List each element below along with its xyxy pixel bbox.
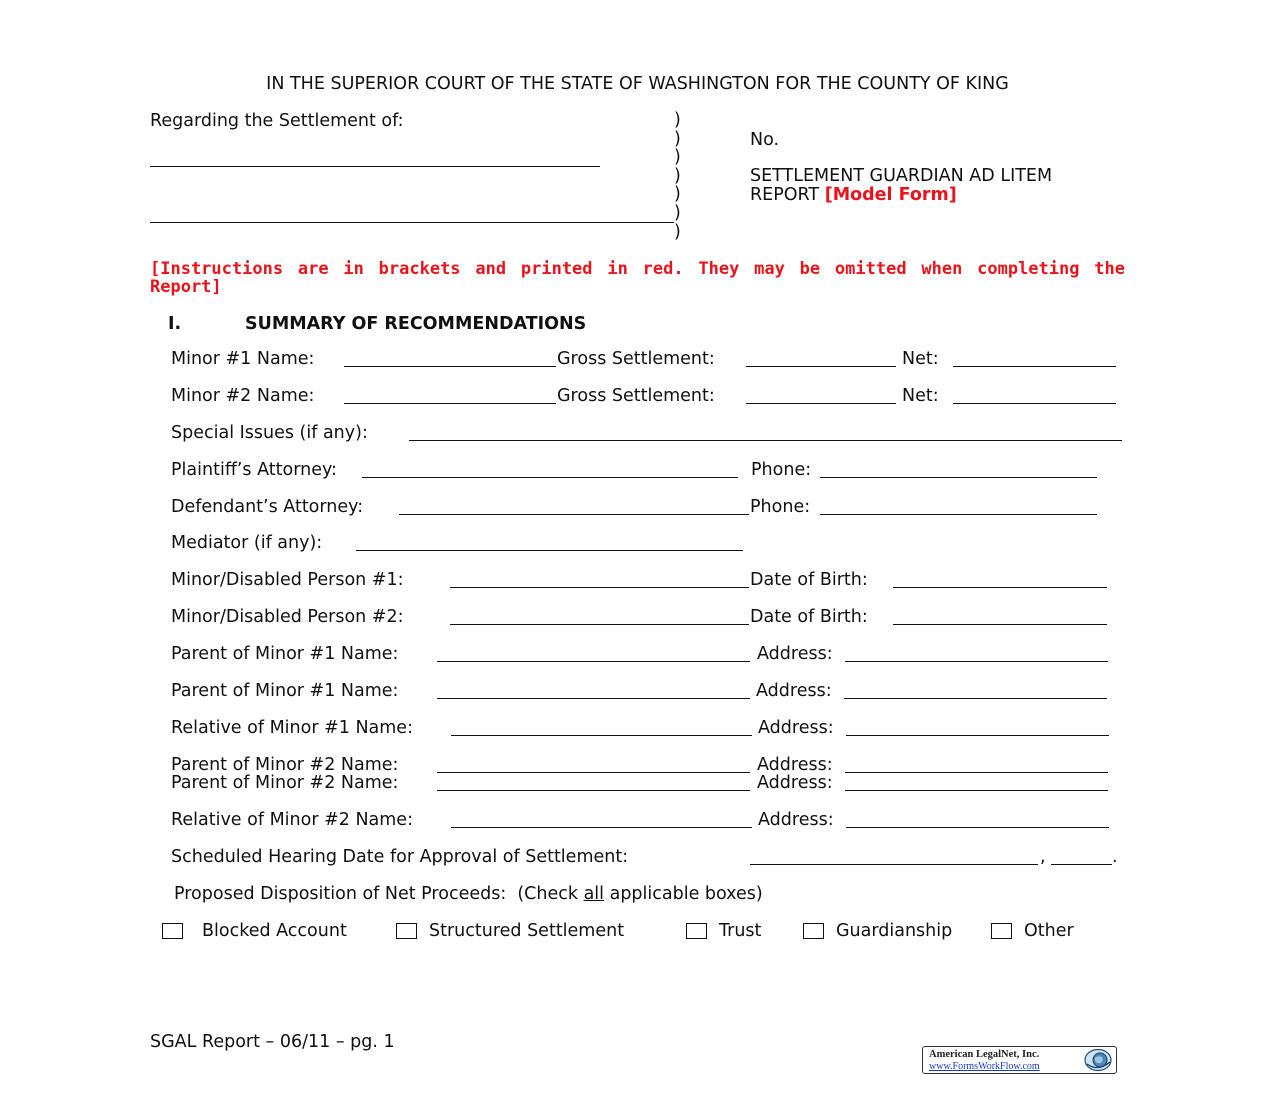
parent-minor2-address-label: Address: bbox=[757, 755, 833, 775]
american-legalnet-logo[interactable] bbox=[922, 1046, 1117, 1074]
defendant-phone-field[interactable] bbox=[820, 514, 1097, 515]
plaintiff-phone-label: Phone: bbox=[751, 460, 812, 480]
disposition-suffix: applicable boxes) bbox=[604, 884, 763, 904]
plaintiff-attorney-field[interactable] bbox=[362, 477, 738, 478]
relative-minor1-label: Relative of Minor #1 Name: bbox=[171, 718, 413, 738]
disabled-person2-field[interactable] bbox=[450, 624, 749, 625]
relative-minor1-field[interactable] bbox=[451, 735, 752, 736]
minor2-gross-label: Gross Settlement: bbox=[557, 386, 715, 406]
other-label: Other bbox=[1024, 921, 1074, 941]
defendant-phone-label: Phone: bbox=[750, 497, 811, 517]
disposition-prefix: Proposed Disposition of Net Proceeds: (Check bbox=[174, 884, 584, 904]
minor2-gross-field[interactable] bbox=[746, 403, 896, 404]
defendant-attorney-label: Defendant’s Attorney: bbox=[171, 497, 364, 517]
dob1-field[interactable] bbox=[893, 587, 1107, 588]
minor1-gross-field[interactable] bbox=[746, 366, 896, 367]
minor2-name-label: Minor #2 Name: bbox=[171, 386, 315, 406]
section-number: I. bbox=[168, 314, 182, 334]
disabled-person2-label: Minor/Disabled Person #2: bbox=[171, 607, 404, 627]
parent-minor2-label: Parent of Minor #2 Name: bbox=[171, 755, 399, 775]
caption-paren-1: ) bbox=[674, 110, 681, 130]
case-number-label: No. bbox=[750, 130, 780, 150]
parent-minor1-field[interactable] bbox=[437, 661, 750, 662]
disabled-person1-label: Minor/Disabled Person #1: bbox=[171, 570, 404, 590]
mediator-label: Mediator (if any): bbox=[171, 533, 323, 553]
logo-url[interactable]: www.FormsWorkFlow.com bbox=[929, 1061, 1040, 1072]
parent-minor2b-address-label: Address: bbox=[757, 773, 833, 793]
relative-minor2-address-field[interactable] bbox=[846, 827, 1109, 828]
parent-minor1b-address-label: Address: bbox=[756, 681, 832, 701]
hearing-date-period: . bbox=[1112, 847, 1118, 867]
special-issues-label: Special Issues (if any): bbox=[171, 423, 368, 443]
hearing-date-comma: , bbox=[1040, 847, 1046, 867]
doc-title-line1: SETTLEMENT GUARDIAN AD LITEM bbox=[750, 166, 1053, 186]
disabled-person1-field[interactable] bbox=[450, 587, 749, 588]
page-footer-label: SGAL Report – 06/11 – pg. 1 bbox=[150, 1032, 395, 1052]
hearing-date-label: Scheduled Hearing Date for Approval of Settlement: bbox=[171, 847, 629, 867]
caption-paren-3: ) bbox=[674, 147, 681, 167]
minor1-name-field[interactable] bbox=[344, 366, 556, 367]
structured-settlement-checkbox[interactable] bbox=[396, 923, 417, 939]
party-name-line-1[interactable] bbox=[150, 166, 600, 167]
dob2-field[interactable] bbox=[893, 624, 1107, 625]
caption-paren-2: ) bbox=[674, 129, 681, 149]
relative-minor2-address-label: Address: bbox=[758, 810, 834, 830]
minor2-net-field[interactable] bbox=[953, 403, 1116, 404]
guardianship-label: Guardianship bbox=[836, 921, 953, 941]
caption-paren-6: ) bbox=[674, 203, 681, 223]
dob2-label: Date of Birth: bbox=[750, 607, 868, 627]
minor1-net-field[interactable] bbox=[953, 366, 1116, 367]
caption-paren-5: ) bbox=[674, 184, 681, 204]
parent-minor1-label: Parent of Minor #1 Name: bbox=[171, 644, 399, 664]
minor1-name-label: Minor #1 Name: bbox=[171, 349, 315, 369]
parent-minor1b-label: Parent of Minor #1 Name: bbox=[171, 681, 399, 701]
globe-icon bbox=[1083, 1048, 1113, 1072]
relative-minor1-address-field[interactable] bbox=[846, 735, 1109, 736]
party-name-line-2[interactable] bbox=[150, 222, 674, 223]
caption-paren-7: ) bbox=[674, 222, 681, 242]
caption-paren-4: ) bbox=[674, 166, 681, 186]
section-title: SUMMARY OF RECOMMENDATIONS bbox=[245, 314, 587, 334]
special-issues-field[interactable] bbox=[409, 440, 1122, 441]
minor1-gross-label: Gross Settlement: bbox=[557, 349, 715, 369]
dob1-label: Date of Birth: bbox=[750, 570, 868, 590]
relative-minor2-field[interactable] bbox=[451, 827, 752, 828]
parent-minor2-field[interactable] bbox=[437, 772, 750, 773]
blocked-account-checkbox[interactable] bbox=[162, 923, 183, 939]
court-title: IN THE SUPERIOR COURT OF THE STATE OF WASHINGTON FOR THE COUNTY OF KING bbox=[266, 74, 1009, 94]
guardianship-checkbox[interactable] bbox=[803, 923, 824, 939]
mediator-field[interactable] bbox=[356, 550, 743, 551]
regarding-label: Regarding the Settlement of: bbox=[150, 111, 404, 131]
model-form-tag: [Model Form] bbox=[824, 185, 957, 205]
blocked-account-label: Blocked Account bbox=[202, 921, 347, 941]
parent-minor1-address-label: Address: bbox=[757, 644, 833, 664]
hearing-year-field[interactable] bbox=[1051, 864, 1112, 865]
parent-minor2-address-field[interactable] bbox=[845, 772, 1108, 773]
minor1-net-label: Net: bbox=[902, 349, 939, 369]
parent-minor2b-field[interactable] bbox=[437, 790, 750, 791]
instructions-note: [Instructions are in brackets and printed in red. They may be omitted when completing the Report] bbox=[150, 259, 1125, 297]
disposition-label bbox=[174, 884, 763, 904]
parent-minor2b-address-field[interactable] bbox=[845, 790, 1108, 791]
plaintiff-attorney-label: Plaintiff’s Attorney: bbox=[171, 460, 337, 480]
parent-minor2b-label: Parent of Minor #2 Name: bbox=[171, 773, 399, 793]
minor2-name-field[interactable] bbox=[344, 403, 556, 404]
other-checkbox[interactable] bbox=[991, 923, 1012, 939]
logo-company-name: American LegalNet, Inc. bbox=[929, 1049, 1040, 1060]
doc-title-line2 bbox=[750, 185, 957, 205]
parent-minor1b-field[interactable] bbox=[437, 698, 750, 699]
relative-minor2-label: Relative of Minor #2 Name: bbox=[171, 810, 413, 830]
hearing-date-field[interactable] bbox=[750, 864, 1038, 865]
plaintiff-phone-field[interactable] bbox=[820, 477, 1097, 478]
structured-settlement-label: Structured Settlement bbox=[429, 921, 625, 941]
trust-checkbox[interactable] bbox=[686, 923, 707, 939]
disposition-emphasis: all bbox=[583, 884, 605, 904]
minor2-net-label: Net: bbox=[902, 386, 939, 406]
defendant-attorney-field[interactable] bbox=[399, 514, 749, 515]
parent-minor1-address-field[interactable] bbox=[845, 661, 1108, 662]
trust-label: Trust bbox=[719, 921, 762, 941]
parent-minor1b-address-field[interactable] bbox=[844, 698, 1107, 699]
relative-minor1-address-label: Address: bbox=[758, 718, 834, 738]
doc-title-report: REPORT bbox=[750, 185, 820, 205]
